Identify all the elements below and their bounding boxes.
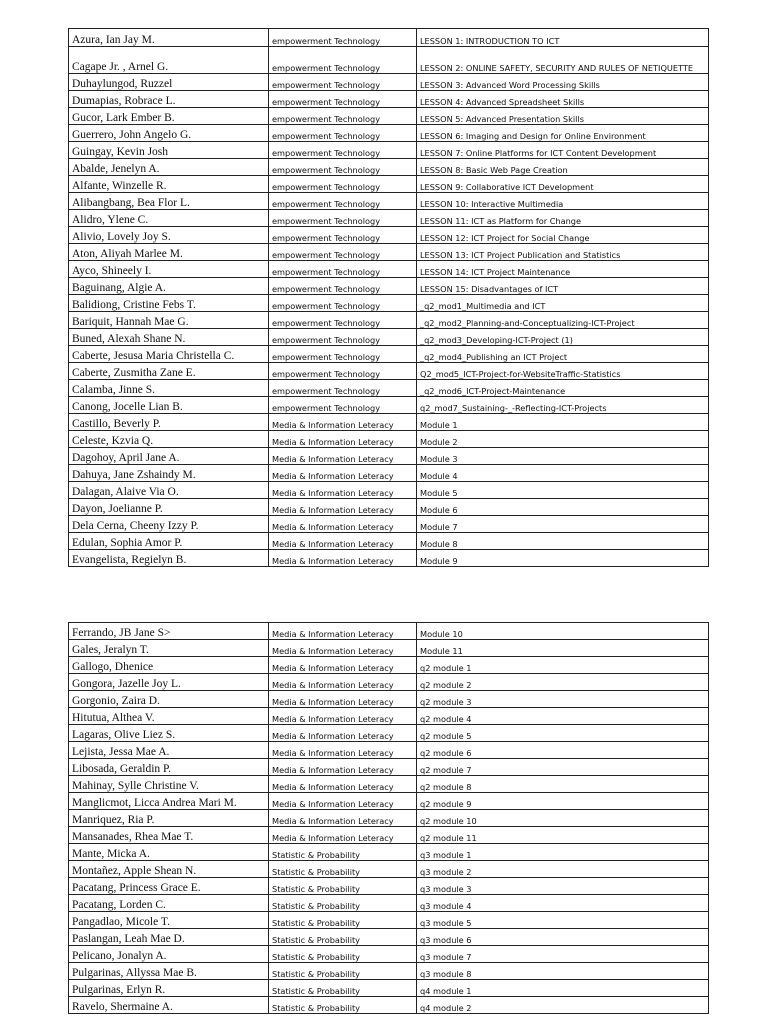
table-row — [69, 759, 709, 776]
subject-cell: Statistic & Probability — [269, 861, 417, 878]
lesson-cell: Module 10 — [417, 623, 709, 640]
lesson-cell: Module 4 — [417, 465, 709, 482]
subject-cell: Media & Information Leteracy — [269, 793, 417, 810]
student-name-cell: Ravelo, Shermaine A. — [69, 997, 269, 1014]
lesson-cell: LESSON 12: ICT Project for Social Change — [417, 227, 709, 244]
lesson-cell: Module 1 — [417, 414, 709, 431]
student-name-cell: Cagape Jr. , Arnel G. — [69, 47, 269, 74]
student-name-cell: Mante, Micka A. — [69, 844, 269, 861]
table-row — [69, 861, 709, 878]
lesson-cell: LESSON 7: Online Platforms for ICT Content Development — [417, 142, 709, 159]
subject-cell: Media & Information Leteracy — [269, 516, 417, 533]
student-name-cell: Pangadlao, Micole T. — [69, 912, 269, 929]
lesson-cell: Module 2 — [417, 431, 709, 448]
student-name-cell: Dahuya, Jane Zshaindy M. — [69, 465, 269, 482]
subject-cell: empowerment Technology — [269, 261, 417, 278]
table-row — [69, 827, 709, 844]
student-name-cell: Mahinay, Sylle Christine V. — [69, 776, 269, 793]
student-name-cell: Caberte, Zusmitha Zane E. — [69, 363, 269, 380]
table-row — [69, 193, 709, 210]
lesson-cell: q2 module 8 — [417, 776, 709, 793]
student-name-cell: Pelicano, Jonalyn A. — [69, 946, 269, 963]
subject-cell: empowerment Technology — [269, 176, 417, 193]
table-row — [69, 227, 709, 244]
table-row — [69, 640, 709, 657]
student-name-cell: Dayon, Joelianne P. — [69, 499, 269, 516]
lesson-cell: LESSON 9: Collaborative ICT Development — [417, 176, 709, 193]
student-name-cell: Pacatang, Lorden C. — [69, 895, 269, 912]
table-row — [69, 895, 709, 912]
student-name-cell: Dalagan, Alaive Via O. — [69, 482, 269, 499]
student-name-cell: Aton, Aliyah Marlee M. — [69, 244, 269, 261]
lesson-cell: q2_mod7_Sustaining-_-Reflecting-ICT-Projects — [417, 397, 709, 414]
table-row — [69, 108, 709, 125]
table-row — [69, 657, 709, 674]
subject-cell: empowerment Technology — [269, 397, 417, 414]
subject-cell: empowerment Technology — [269, 363, 417, 380]
table-row — [69, 963, 709, 980]
student-name-cell: Montañez, Apple Shean N. — [69, 861, 269, 878]
table-row — [69, 295, 709, 312]
table-row — [69, 499, 709, 516]
student-name-cell: Gucor, Lark Ember B. — [69, 108, 269, 125]
lesson-cell: LESSON 15: Disadvantages of ICT — [417, 278, 709, 295]
student-name-cell: Gales, Jeralyn T. — [69, 640, 269, 657]
lesson-cell: LESSON 4: Advanced Spreadsheet Skills — [417, 91, 709, 108]
subject-cell: Media & Information Leteracy — [269, 499, 417, 516]
subject-cell: Statistic & Probability — [269, 878, 417, 895]
lesson-cell: Module 3 — [417, 448, 709, 465]
subject-cell: empowerment Technology — [269, 91, 417, 108]
table-row — [69, 465, 709, 482]
student-name-cell: Caberte, Jesusa Maria Christella C. — [69, 346, 269, 363]
student-name-cell: Gorgonio, Zaira D. — [69, 691, 269, 708]
table-row — [69, 346, 709, 363]
table-row — [69, 380, 709, 397]
table-row — [69, 946, 709, 963]
table-2-body — [69, 623, 709, 1014]
lesson-cell: q3 module 7 — [417, 946, 709, 963]
student-name-cell: Dela Cerna, Cheeny Izzy P. — [69, 516, 269, 533]
lesson-cell: _q2_mod3_Developing-ICT-Project (1) — [417, 329, 709, 346]
lesson-cell: LESSON 14: ICT Project Maintenance — [417, 261, 709, 278]
subject-cell: empowerment Technology — [269, 227, 417, 244]
student-name-cell: Alibangbang, Bea Flor L. — [69, 193, 269, 210]
table-row — [69, 448, 709, 465]
lesson-cell: q2 module 6 — [417, 742, 709, 759]
subject-cell: Statistic & Probability — [269, 997, 417, 1014]
subject-cell: Media & Information Leteracy — [269, 482, 417, 499]
subject-cell: empowerment Technology — [269, 47, 417, 74]
lesson-cell: LESSON 10: Interactive Multimedia — [417, 193, 709, 210]
table-row — [69, 533, 709, 550]
lesson-cell: LESSON 3: Advanced Word Processing Skills — [417, 74, 709, 91]
subject-cell: Media & Information Leteracy — [269, 827, 417, 844]
table-row — [69, 329, 709, 346]
lesson-cell: Module 5 — [417, 482, 709, 499]
student-name-cell: Ayco, Shineely I. — [69, 261, 269, 278]
student-name-cell: Manriquez, Ria P. — [69, 810, 269, 827]
subject-cell: empowerment Technology — [269, 329, 417, 346]
student-name-cell: Dumapias, Robrace L. — [69, 91, 269, 108]
student-name-cell: Castillo, Beverly P. — [69, 414, 269, 431]
student-name-cell: Pulgarinas, Erlyn R. — [69, 980, 269, 997]
subject-cell: Media & Information Leteracy — [269, 725, 417, 742]
subject-cell: empowerment Technology — [269, 125, 417, 142]
table-1-body — [69, 29, 709, 567]
lesson-cell: Module 7 — [417, 516, 709, 533]
table-row — [69, 810, 709, 827]
table-row — [69, 623, 709, 640]
table-row — [69, 278, 709, 295]
subject-cell: Statistic & Probability — [269, 980, 417, 997]
subject-cell: empowerment Technology — [269, 193, 417, 210]
lesson-cell: LESSON 5: Advanced Presentation Skills — [417, 108, 709, 125]
lesson-cell: _q2_mod1_Multimedia and ICT — [417, 295, 709, 312]
table-row — [69, 776, 709, 793]
student-name-cell: Calamba, Jinne S. — [69, 380, 269, 397]
table-row — [69, 312, 709, 329]
subject-cell: Statistic & Probability — [269, 895, 417, 912]
table-row — [69, 159, 709, 176]
table-row — [69, 142, 709, 159]
subject-cell: empowerment Technology — [269, 346, 417, 363]
student-name-cell: Azura, Ian Jay M. — [69, 29, 269, 47]
table-row — [69, 674, 709, 691]
student-name-cell: Lejista, Jessa Mae A. — [69, 742, 269, 759]
lesson-cell: q3 module 3 — [417, 878, 709, 895]
student-name-cell: Abalde, Jenelyn A. — [69, 159, 269, 176]
student-name-cell: Buned, Alexah Shane N. — [69, 329, 269, 346]
student-name-cell: Baguinang, Algie A. — [69, 278, 269, 295]
table-row — [69, 997, 709, 1014]
student-name-cell: Evangelista, Regielyn B. — [69, 550, 269, 567]
lesson-cell: q2 module 3 — [417, 691, 709, 708]
lesson-cell: q2 module 7 — [417, 759, 709, 776]
student-name-cell: Alfante, Winzelle R. — [69, 176, 269, 193]
table-row — [69, 431, 709, 448]
subject-cell: Media & Information Leteracy — [269, 414, 417, 431]
table-row — [69, 912, 709, 929]
subject-cell: Media & Information Leteracy — [269, 657, 417, 674]
subject-cell: Statistic & Probability — [269, 963, 417, 980]
table-row — [69, 980, 709, 997]
lesson-cell: LESSON 1: INTRODUCTION TO ICT — [417, 29, 709, 47]
subject-cell: Statistic & Probability — [269, 912, 417, 929]
table-row — [69, 176, 709, 193]
lesson-cell: q2 module 10 — [417, 810, 709, 827]
lesson-cell: q3 module 8 — [417, 963, 709, 980]
table-row — [69, 91, 709, 108]
lesson-cell: q3 module 6 — [417, 929, 709, 946]
student-name-cell: Ferrando, JB Jane S> — [69, 623, 269, 640]
subject-cell: empowerment Technology — [269, 74, 417, 91]
lesson-cell: q3 module 2 — [417, 861, 709, 878]
subject-cell: Media & Information Leteracy — [269, 691, 417, 708]
table-row — [69, 244, 709, 261]
subject-cell: Media & Information Leteracy — [269, 640, 417, 657]
table-row — [69, 261, 709, 278]
student-name-cell: Pulgarinas, Allyssa Mae B. — [69, 963, 269, 980]
table-row — [69, 482, 709, 499]
subject-cell: Media & Information Leteracy — [269, 810, 417, 827]
table-row — [69, 47, 709, 74]
student-name-cell: Duhaylungod, Ruzzel — [69, 74, 269, 91]
subject-cell: Media & Information Leteracy — [269, 550, 417, 567]
lesson-cell: q2 module 1 — [417, 657, 709, 674]
subject-cell: Media & Information Leteracy — [269, 742, 417, 759]
table-row — [69, 74, 709, 91]
subject-cell: Media & Information Leteracy — [269, 623, 417, 640]
lesson-cell: Module 11 — [417, 640, 709, 657]
table-row — [69, 878, 709, 895]
assignment-table-2 — [68, 622, 709, 1014]
lesson-cell: Q2_mod5_ICT-Project-for-WebsiteTraffic-Statistics — [417, 363, 709, 380]
subject-cell: empowerment Technology — [269, 142, 417, 159]
lesson-cell: q2 module 4 — [417, 708, 709, 725]
subject-cell: empowerment Technology — [269, 278, 417, 295]
lesson-cell: q3 module 4 — [417, 895, 709, 912]
table-row — [69, 742, 709, 759]
lesson-cell: q3 module 1 — [417, 844, 709, 861]
table-row — [69, 691, 709, 708]
student-name-cell: Alivio, Lovely Joy S. — [69, 227, 269, 244]
student-name-cell: Mansanades, Rhea Mae T. — [69, 827, 269, 844]
student-name-cell: Bariquit, Hannah Mae G. — [69, 312, 269, 329]
lesson-cell: q2 module 5 — [417, 725, 709, 742]
lesson-cell: q2 module 2 — [417, 674, 709, 691]
student-name-cell: Edulan, Sophia Amor P. — [69, 533, 269, 550]
lesson-cell: LESSON 2: ONLINE SAFETY, SECURITY AND RULES OF NETIQUETTE — [417, 47, 709, 74]
subject-cell: Statistic & Probability — [269, 844, 417, 861]
lesson-cell: q4 module 2 — [417, 997, 709, 1014]
student-name-cell: Celeste, Kzvia Q. — [69, 431, 269, 448]
lesson-cell: LESSON 6: Imaging and Design for Online Environment — [417, 125, 709, 142]
assignment-table-1 — [68, 28, 709, 567]
student-name-cell: Hitutua, Althea V. — [69, 708, 269, 725]
lesson-cell: q2 module 11 — [417, 827, 709, 844]
subject-cell: empowerment Technology — [269, 159, 417, 176]
subject-cell: empowerment Technology — [269, 210, 417, 227]
lesson-cell: LESSON 11: ICT as Platform for Change — [417, 210, 709, 227]
subject-cell: Statistic & Probability — [269, 946, 417, 963]
subject-cell: empowerment Technology — [269, 29, 417, 47]
table-row — [69, 793, 709, 810]
lesson-cell: q4 module 1 — [417, 980, 709, 997]
student-name-cell: Balidiong, Cristine Febs T. — [69, 295, 269, 312]
subject-cell: empowerment Technology — [269, 380, 417, 397]
subject-cell: empowerment Technology — [269, 244, 417, 261]
subject-cell: Media & Information Leteracy — [269, 708, 417, 725]
lesson-cell: LESSON 8: Basic Web Page Creation — [417, 159, 709, 176]
table-row — [69, 929, 709, 946]
subject-cell: Media & Information Leteracy — [269, 465, 417, 482]
subject-cell: Media & Information Leteracy — [269, 674, 417, 691]
lesson-cell: _q2_mod4_Publishing an ICT Project — [417, 346, 709, 363]
lesson-cell: q3 module 5 — [417, 912, 709, 929]
lesson-cell: LESSON 13: ICT Project Publication and Statistics — [417, 244, 709, 261]
subject-cell: Media & Information Leteracy — [269, 448, 417, 465]
table-row — [69, 125, 709, 142]
subject-cell: Statistic & Probability — [269, 929, 417, 946]
subject-cell: Media & Information Leteracy — [269, 533, 417, 550]
lesson-cell: Module 8 — [417, 533, 709, 550]
table-row — [69, 708, 709, 725]
student-name-cell: Libosada, Geraldin P. — [69, 759, 269, 776]
subject-cell: empowerment Technology — [269, 312, 417, 329]
lesson-cell: q2 module 9 — [417, 793, 709, 810]
student-name-cell: Paslangan, Leah Mae D. — [69, 929, 269, 946]
subject-cell: empowerment Technology — [269, 108, 417, 125]
table-row — [69, 29, 709, 47]
student-name-cell: Gongora, Jazelle Joy L. — [69, 674, 269, 691]
student-name-cell: Gallogo, Dhenice — [69, 657, 269, 674]
subject-cell: Media & Information Leteracy — [269, 431, 417, 448]
subject-cell: Media & Information Leteracy — [269, 759, 417, 776]
student-name-cell: Canong, Jocelle Lian B. — [69, 397, 269, 414]
student-name-cell: Manglicmot, Licca Andrea Mari M. — [69, 793, 269, 810]
student-name-cell: Guerrero, John Angelo G. — [69, 125, 269, 142]
lesson-cell: Module 6 — [417, 499, 709, 516]
lesson-cell: Module 9 — [417, 550, 709, 567]
table-row — [69, 397, 709, 414]
table-row — [69, 516, 709, 533]
table-row — [69, 363, 709, 380]
student-name-cell: Lagaras, Olive Liez S. — [69, 725, 269, 742]
table-row — [69, 844, 709, 861]
table-row — [69, 210, 709, 227]
student-name-cell: Alidro, Ylene C. — [69, 210, 269, 227]
lesson-cell: _q2_mod2_Planning-and-Conceptualizing-ICT-Project — [417, 312, 709, 329]
student-name-cell: Pacatang, Princess Grace E. — [69, 878, 269, 895]
subject-cell: Media & Information Leteracy — [269, 776, 417, 793]
table-row — [69, 550, 709, 567]
table-row — [69, 725, 709, 742]
student-name-cell: Guingay, Kevin Josh — [69, 142, 269, 159]
student-name-cell: Dagohoy, April Jane A. — [69, 448, 269, 465]
table-row — [69, 414, 709, 431]
subject-cell: empowerment Technology — [269, 295, 417, 312]
lesson-cell: _q2_mod6_ICT-Project-Maintenance — [417, 380, 709, 397]
